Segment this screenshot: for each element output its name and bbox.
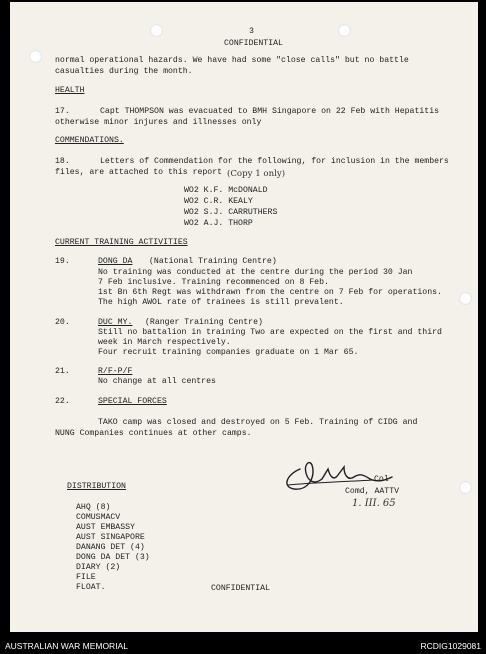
intro-line: normal operational hazards. We have had some "close calls" but no battle (55, 56, 409, 65)
training-line: week in March respectively. (98, 338, 231, 347)
distribution-item: DIARY (2) (76, 563, 121, 572)
para-number: 22. (55, 397, 70, 406)
para-number: 17. (55, 107, 70, 116)
training-item-title: DUC MY. (98, 318, 133, 327)
distribution-item: COMUSMACV (76, 513, 121, 522)
training-line: 7 Feb inclusive. Training recommenced on 8 Feb. (98, 278, 329, 287)
footer-classification: CONFIDENTIAL (211, 584, 270, 593)
punch-hole (338, 24, 351, 37)
training-item-title: DONG DA (98, 257, 133, 266)
commendations-line: files, are attached to this report (55, 168, 223, 177)
distribution-item: FLOAT. (76, 583, 106, 592)
archive-reference: RCDIG1029081 (420, 641, 481, 651)
para-number: 18. (55, 157, 70, 166)
training-line: No training was conducted at the centre during the period 30 Jan (98, 268, 413, 277)
training-line: Still no battalion in training Two are expected on the first and third (98, 328, 442, 337)
distribution-item: DONG DA DET (3) (76, 553, 150, 562)
punch-hole (150, 24, 163, 37)
training-item-subtitle: (National Training Centre) (149, 257, 277, 266)
page-number: 3 (249, 27, 254, 36)
punch-hole (459, 292, 472, 305)
distribution-item: AHQ (8) (76, 503, 111, 512)
signature-rank: Col (374, 475, 389, 484)
distribution-item: DANANG DET (4) (76, 543, 145, 552)
commendee-name: WO2 A.J. THORP (184, 219, 253, 228)
punch-hole (29, 50, 42, 63)
signature-appointment: Comd, AATTV (345, 487, 400, 496)
commendations-line: Letters of Commendation for the following, for inclusion in the members (100, 157, 449, 166)
commendee-name: WO2 K.F. McDONALD (184, 186, 268, 195)
training-line: No change at all centres (98, 377, 216, 386)
para-number: 20. (55, 318, 70, 327)
special-forces-line: TAKO camp was closed and destroyed on 5 Feb. Training of CIDG and (98, 418, 418, 427)
distribution-item: AUST SINGAPORE (76, 533, 145, 542)
commendations-heading: COMMENDATIONS. (55, 136, 124, 145)
archive-footer (0, 634, 486, 654)
training-heading: CURRENT TRAINING ACTIVITIES (55, 238, 188, 247)
para-number: 19. (55, 257, 70, 266)
distribution-item: AUST EMBASSY (76, 523, 135, 532)
intro-line: casualties during the month. (55, 67, 193, 76)
commendee-name: WO2 C.R. KEALY (184, 197, 253, 206)
health-line: Capt THOMPSON was evacuated to BMH Singapore on 22 Feb with Hepatitis (100, 107, 440, 116)
special-forces-heading: SPECIAL FORCES (98, 397, 167, 406)
special-forces-line: NUNG Companies continues at other camps. (55, 429, 252, 438)
training-line: The high AWOL rate of trainees is still prevalent. (98, 298, 344, 307)
punch-hole (459, 481, 472, 494)
archive-institution: AUSTRALIAN WAR MEMORIAL (5, 641, 128, 651)
distribution-heading: DISTRIBUTION (67, 482, 126, 491)
training-line: Four recruit training companies graduate on 1 Mar 65. (98, 348, 359, 357)
handwritten-note: (Copy 1 only) (227, 169, 286, 179)
training-line: 1st Bn 6th Regt was withdrawn from the centre on 7 Feb for operations. (98, 288, 442, 297)
training-item-subtitle: (Ranger Training Centre) (145, 318, 263, 327)
health-heading: HEALTH (55, 86, 85, 95)
para-number: 21. (55, 367, 70, 376)
commendee-name: WO2 S.J. CARRUTHERS (184, 208, 278, 217)
distribution-item: FILE (76, 573, 96, 582)
handwritten-date: 1. III. 65 (352, 498, 396, 509)
training-item-title: R/F-P/F (98, 367, 133, 376)
header-classification: CONFIDENTIAL (224, 39, 283, 48)
health-line: otherwise minor injures and illnesses only (55, 118, 262, 127)
